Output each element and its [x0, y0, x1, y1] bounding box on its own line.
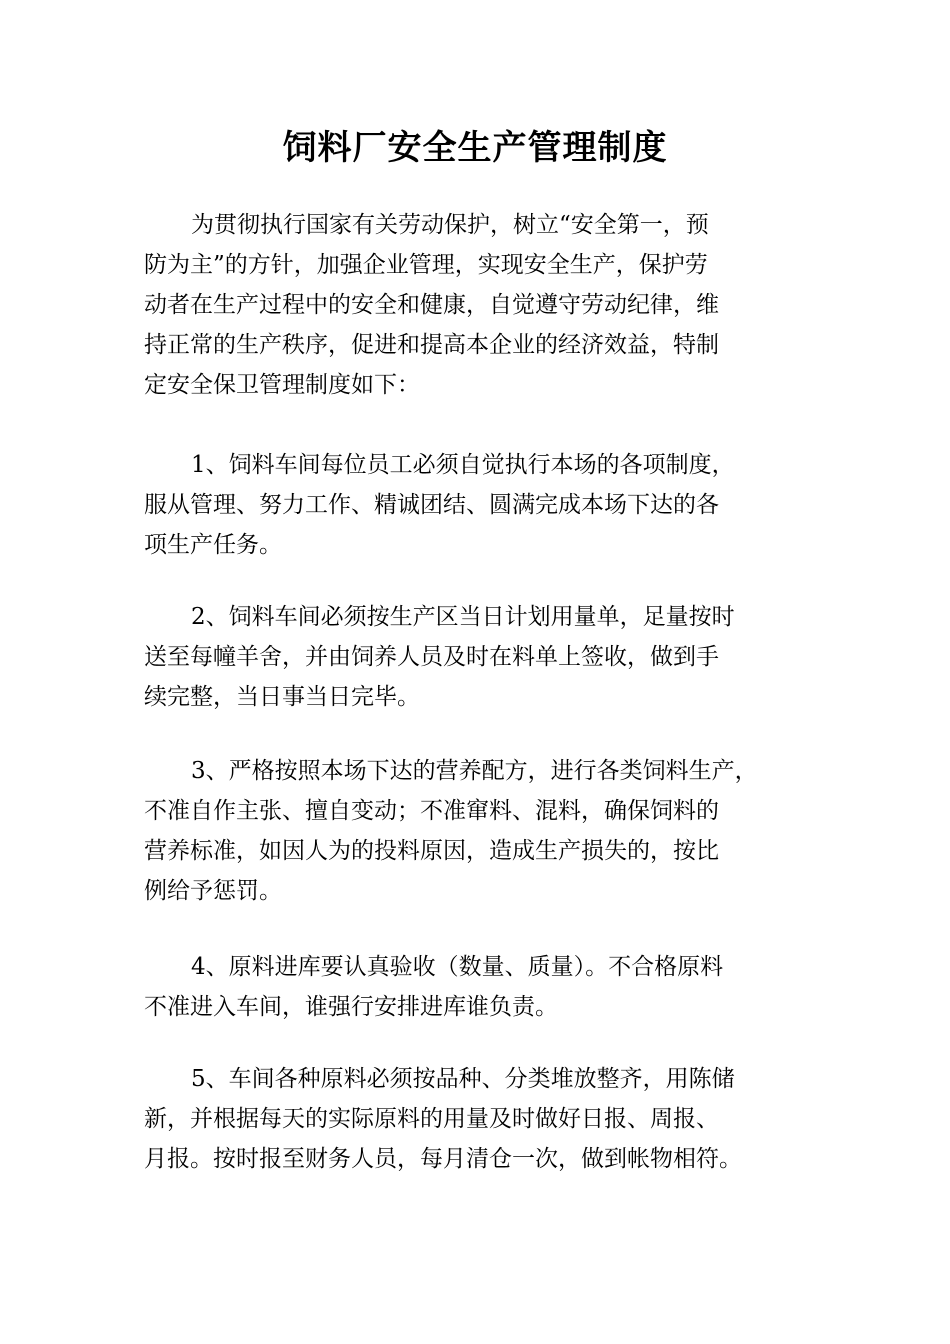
text-line: 不准自作主张、擅自变动；不准窜料、混料，确保饲料的 [144, 798, 719, 824]
text-line: 1、饲料车间每位员工必须自觉执行本场的各项制度， [191, 452, 735, 478]
text-line: 不准进入车间，谁强行安排进库谁负责。 [144, 994, 558, 1020]
text-line: 定安全保卫管理制度如下： [144, 372, 420, 398]
text-line: 项生产任务。 [144, 532, 282, 558]
text-line: 防为主”的方针，加强企业管理，实现安全生产，保护劳 [144, 252, 708, 278]
text-line: 新，并根据每天的实际原料的用量及时做好日报、周报、 [144, 1106, 719, 1132]
text-line: 例给予惩罚。 [144, 878, 282, 904]
text-line: 为贯彻执行国家有关劳动保护，树立“安全第一，预 [191, 212, 709, 238]
text-line: 动者在生产过程中的安全和健康，自觉遵守劳动纪律，维 [144, 292, 719, 318]
text-line: 持正常的生产秩序，促进和提高本企业的经济效益，特制 [144, 332, 719, 358]
text-line: 5、车间各种原料必须按品种、分类堆放整齐，用陈储 [191, 1066, 735, 1092]
text-line: 营养标准，如因人为的投料原因，造成生产损失的，按比 [144, 838, 719, 864]
text-line: 续完整，当日事当日完毕。 [144, 684, 420, 710]
paragraph-item-1 [144, 445, 810, 565]
text-line: 送至每幢羊舍，并由饲养人员及时在料单上签收，做到手 [144, 644, 719, 670]
text-line: 2、饲料车间必须按生产区当日计划用量单，足量按时 [191, 604, 735, 630]
text-line: 3、严格按照本场下达的营养配方，进行各类饲料生产， [191, 758, 758, 784]
text-line: 4、原料进库要认真验收（数量、质量）。不合格原料 [191, 954, 724, 980]
text-line: 月报。按时报至财务人员，每月清仓一次，做到帐物相符。 [144, 1146, 742, 1172]
paragraph-item-4 [144, 947, 810, 1027]
document-title: 饲料厂安全生产管理制度 [282, 128, 668, 168]
paragraph-item-3 [144, 751, 810, 911]
paragraph-item-5 [144, 1059, 810, 1179]
paragraph-intro [144, 205, 810, 405]
text-line: 服从管理、努力工作、精诚团结、圆满完成本场下达的各 [144, 492, 719, 518]
paragraph-item-2 [144, 597, 810, 717]
